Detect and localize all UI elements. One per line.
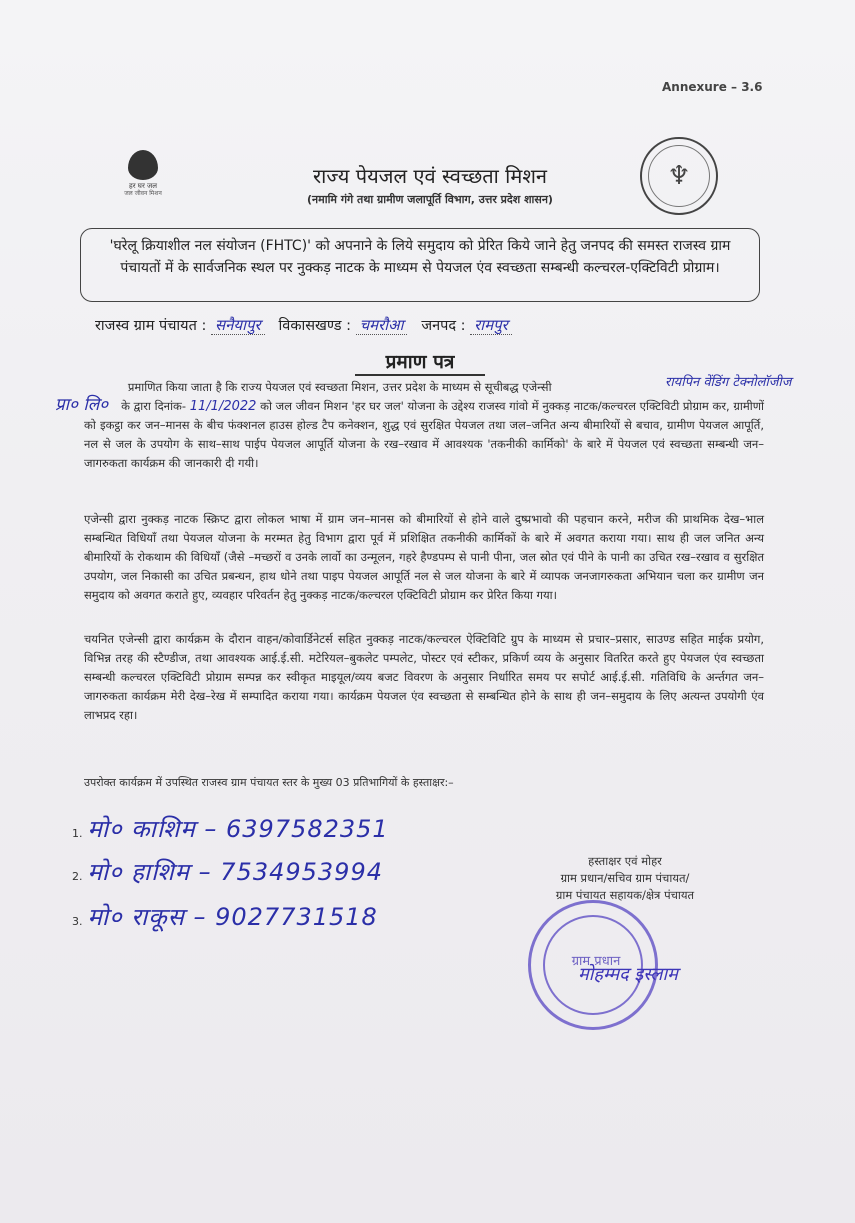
- water-drop-icon: [128, 150, 158, 180]
- mission-subtitle: (नमामि गंगे तथा ग्रामीण जलापूर्ति विभाग, उत्तर प्रदेश शासन): [307, 193, 553, 206]
- handwritten-margin-note: प्रा० लि०: [55, 395, 109, 415]
- block-value: चमरौआ: [356, 316, 408, 335]
- handwritten-date: 11/1/2022: [189, 399, 257, 414]
- block-label: विकासखण्ड :: [278, 318, 352, 334]
- program-banner: 'घरेलू क्रियाशील नल संयोजन (FHTC)' को अपनाने के लिये समुदाय को प्रेरित किये जाने हेतु जनपद की समस्त राजस्व ग्राम पंचायतों में के सार्वजनिक स्थल पर नुक्कड़ नाटक के माध्यम से पेयजल एंव स्वच्छता सम्बन्धी कल्चरल-एक्टिविटी प्रोग्राम।: [80, 228, 760, 302]
- sign-block-line-1: हस्ताक्षर एवं मोहर: [588, 854, 662, 868]
- handwritten-agency-name: रायपिन वेंडिंग टेक्नोलॉजीज: [665, 375, 792, 390]
- participant-signature-1: [72, 812, 389, 845]
- stamp-text: ग्राम प्रधान: [571, 954, 621, 969]
- sig-num: 3.: [72, 915, 83, 928]
- location-fields: [95, 315, 775, 335]
- paragraph-1: [84, 378, 764, 473]
- logo-tagline: हर घर जल: [129, 182, 157, 190]
- emblem-fish-icon: ♆: [667, 161, 691, 191]
- certificate-heading: प्रमाण पत्र: [355, 348, 485, 376]
- gp-label: राजस्व ग्राम पंचायत :: [95, 318, 207, 334]
- sign-block-line-2: ग्राम प्रधान/सचिव ग्राम पंचायत/: [560, 871, 690, 885]
- pradhan-signature: मोहम्मद इस्लाम: [578, 964, 678, 985]
- participant-signature-2: [72, 855, 383, 888]
- sign-block-line-3: ग्राम पंचायत सहायक/क्षेत्र पंचायत: [555, 888, 695, 902]
- sig-value: मो० हाशिम – 7534953994: [87, 858, 383, 886]
- sig-value: मो० काशिम – 6397582351: [87, 815, 389, 843]
- paragraph-1-b: के द्वारा दिनांक-: [121, 399, 187, 413]
- district-value: रामपुर: [470, 316, 512, 335]
- annexure-label: Annexure – 3.6: [662, 80, 763, 94]
- sig-value: मो० राकूस – 9027731518: [87, 903, 378, 931]
- paragraph-3: चयनित एजेन्सी द्वारा कार्यक्रम के दौरान वाहन/कोवार्डिनेटर्स सहित नुक्कड़ नाटक/कल्चरल ऐक्टिविटि ग्रुप के माध्यम से प्रचार–प्रसार, साउण्ड सहित माईक प्रयोग, विभिन्न तरह की स्टैण्डीज, तथा आवश्यक आई.ई.सी. मटेरियल–बुकलेट पम्पलेट, पोस्टर एवं स्टीकर, प्रकिर्ण व्यय के अनुसार वितरित करते हुए पेयजल एंव स्वच्छता सम्बन्धी कल्चरल एक्टिविटी प्रोग्राम सम्पन्न कर स्वीकृत माइयूल/व्यय बजट विवरण के अनुसार निर्धारित समय पर सपोर्ट आई.ई.सी. गतिविधि के अर्न्तगत जन–जागरुकता कार्यक्रम मेरी देख–रेख में सम्पादित कराया गया। कार्यक्रम पेयजल एंव स्वच्छता से सम्बन्धित होने के साथ ही जन–समुदाय के लिए अत्यन्त उपयोगी एंव लाभप्रद रहा।: [84, 632, 764, 722]
- participant-signature-3: [72, 900, 378, 933]
- sig-num: 2.: [72, 870, 83, 883]
- paragraph-2: एजेन्सी द्वारा नुक्कड़ नाटक स्क्रिप्ट द्वारा लोकल भाषा में ग्राम जन–मानस को बीमारियों से होने वाले दुष्प्रभावो की पहचान करने, मरीज की प्राथमिक देख–भाल सम्बन्धित विधियाँ तथा पेयजल योजना के मरम्मत हेतु विभाग द्वारा पूर्व में प्रशिक्षित तकनीकी कार्मिकों के बारे में अवगत कराया गया। साथ ही जल जनित अन्य बीमारियों के रोकथाम की विधियाँ (जैसे –मच्छरों व उनके लार्वो का उन्मूलन, गहरे हैण्डपम्प से पानी पीना, जल स्रोत एवं पीने के पानी का उचित रख–रखाव व सुरक्षित उपयोग, जल निकासी का उचित प्रबन्धन, हाथ धोने तथा पाइप पेयजल आपूर्ति नल से जल योजना के बारे में व्यापक जनजागरुकता अभियान चला कर ग्रामीण जन समुदाय को अवगत कराते हुए, व्यवहार परिवर्तन हेतु नुक्कड़ नाटक/कल्चरल एक्टिविटी प्रोग्राम कर प्रेरित किया गया।: [84, 512, 764, 602]
- mission-title: राज्य पेयजल एवं स्वच्छता मिशन: [312, 164, 548, 188]
- signatures-intro: उपरोक्त कार्यक्रम में उपस्थित राजस्व ग्राम पंचायत स्तर के मुख्य 03 प्रतिभागियों के हस्ताक्षर:–: [84, 776, 454, 789]
- paragraph-1-c: को जल जीवन मिशन 'हर घर जल' योजना के उद्देश्य राजस्व गांवो में नुक्कड़ नाटक/कल्चरल एक्टिविटी प्रोग्राम कर, ग्रामीणों को इकट्ठा कर जन–मानस के बीच फंक्शनल हाउस होल्ड टैप कनेक्शन, शुद्ध एवं सुरक्षित पेयजल तथा जल–जनित अन्य बीमारियों से बचाव, ग्रामीण पेयजल आपूर्ति, नल से जल के उपयोग के साथ–साथ पाईप पेयजल आपूर्ति योजना के रख–रखाव में आवश्यक 'तकनीकी कार्मिको' के बारे में पेयजल एवं स्वच्छता सम्बन्धी जन–जागरुकता कार्यक्रम की जानकारी दी गयी।: [84, 399, 765, 470]
- har-ghar-jal-logo: [108, 150, 178, 210]
- gp-value: सनैयापुर: [211, 316, 265, 335]
- sig-num: 1.: [72, 827, 83, 840]
- paragraph-1-a: प्रमाणित किया जाता है कि राज्य पेयजल एवं स्वच्छता मिशन, उत्तर प्रदेश के माध्यम से सूचीबद्ध एजेन्सी: [127, 380, 552, 394]
- district-label: जनपद :: [421, 318, 466, 334]
- logo-sub: जल जीवन मिशन: [124, 190, 162, 197]
- official-sign-block: [525, 853, 725, 904]
